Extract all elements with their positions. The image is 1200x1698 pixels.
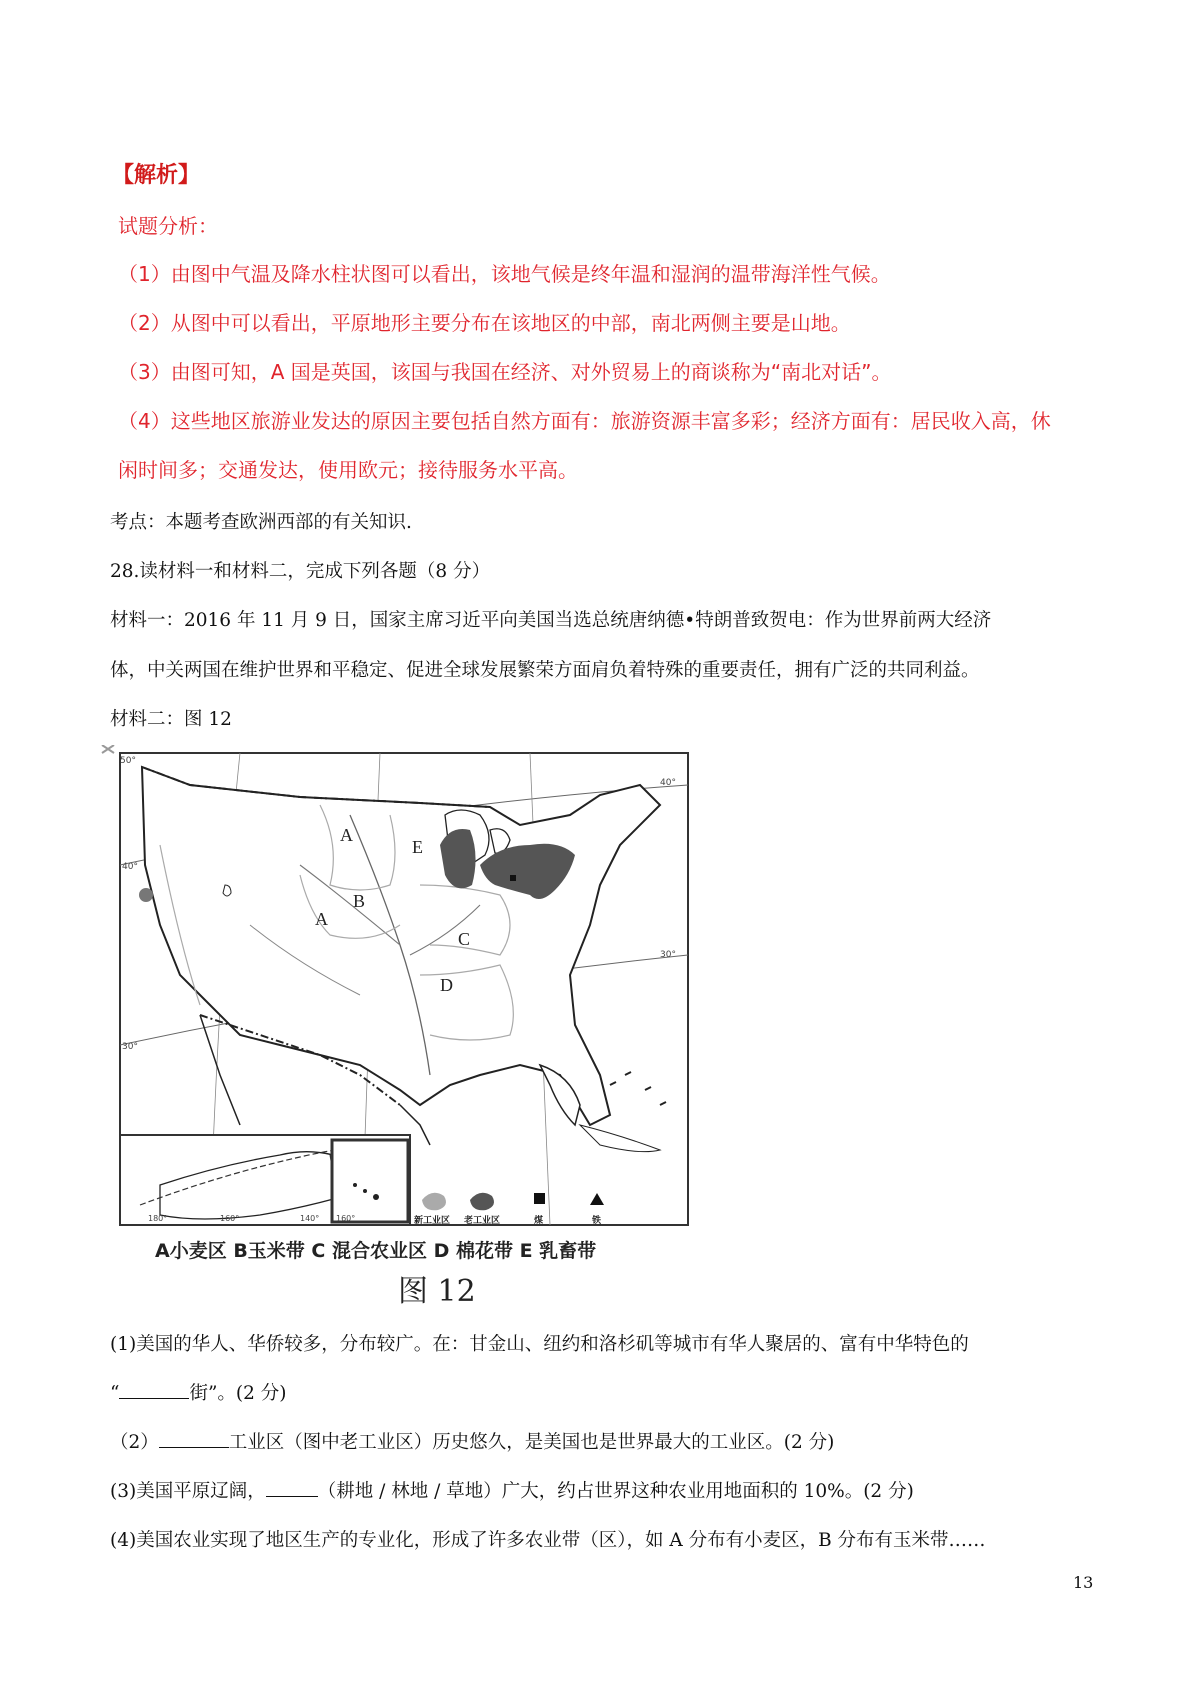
legend-coal: 煤	[534, 1216, 544, 1226]
map-label-b: B	[353, 891, 366, 911]
inset-lon-160: 160°	[220, 1214, 240, 1223]
q1-line-1: (1)美国的华人、华侨较多，分布较广。在：甘金山、纽约和洛杉矶等城市有华人聚居的、富有中华特色的	[110, 1334, 969, 1355]
map-label-a-south: A	[315, 909, 328, 929]
q3-answer-blank[interactable]	[266, 1480, 318, 1497]
material-1-line-1: 材料一：2016 年 11 月 9 日，国家主席习近平向美国当选总统唐纳德•特朗普致贺电：作为世界前两大经济	[110, 610, 992, 631]
kaodian: 考点：本题考查欧洲西部的有关知识.	[110, 512, 412, 533]
inset-lon-180: 180°	[148, 1214, 168, 1223]
page-number: 13	[1073, 1573, 1094, 1592]
inset-lon-140: 140°	[300, 1214, 320, 1223]
q2-suffix: 工业区（图中老工业区）历史悠久，是美国也是世界最大的工业区。(2 分)	[228, 1432, 835, 1453]
analysis-line-4: （4）这些地区旅游业发达的原因主要包括自然方面有：旅游资源丰富多彩；经济方面有：居民收入高，休	[118, 409, 1051, 433]
lat-label-30w: 30°	[122, 1042, 138, 1052]
legend-iron: 铁	[592, 1216, 602, 1226]
legend-new-industrial: 新工业区	[414, 1216, 451, 1226]
lat-label-30e: 30°	[660, 950, 676, 960]
q2-line	[110, 1428, 834, 1454]
q1-line-2	[110, 1379, 287, 1405]
map-label-c: C	[458, 929, 471, 949]
map-caption: A小麦区 B玉米带 C 混合农业区 D 棉花带 E 乳畜带	[155, 1240, 597, 1262]
lat-label-40w: 40°	[122, 862, 138, 872]
map-label-e: E	[412, 837, 423, 857]
analysis-line-3: （3）由图可知，A 国是英国，该国与我国在经济、对外贸易上的商谈称为“南北对话”。	[118, 360, 892, 384]
q1-open-quote: “	[110, 1383, 120, 1404]
q3-line	[110, 1477, 914, 1503]
analysis-line-2: （2）从图中可以看出，平原地形主要分布在该地区的中部，南北两侧主要是山地。	[118, 311, 851, 335]
q4-line: (4)美国农业实现了地区生产的专业化，形成了许多农业带（区），如 A 分布有小麦区，B 分布有玉米带……	[110, 1530, 986, 1551]
figure-title: 图 12	[398, 1274, 476, 1309]
q1-answer-blank[interactable]	[119, 1382, 189, 1399]
map-label-a-north: A	[340, 825, 353, 845]
q1-suffix: 街”。(2 分)	[189, 1383, 287, 1404]
analysis-heading: 【解析】	[112, 163, 201, 188]
analysis-line-1: （1）由图中气温及降水柱状图可以看出，该地气候是终年温和湿润的温带海洋性气候。	[118, 262, 891, 286]
lat-label-40e: 40°	[660, 778, 676, 788]
q2-answer-blank[interactable]	[159, 1431, 229, 1448]
map-label-d: D	[440, 975, 453, 995]
coal-symbol	[534, 1193, 545, 1204]
q3-prefix: (3)美国平原辽阔，	[110, 1481, 266, 1502]
analysis-line-5: 闲时间多；交通发达，使用欧元；接待服务水平高。	[118, 458, 578, 482]
question-title: 28.读材料一和材料二，完成下列各题（8 分）	[110, 561, 491, 582]
lat-label-50w: 50°	[120, 756, 136, 766]
inset-lon-160-hawaii: 160°	[336, 1214, 356, 1223]
material-2: 材料二：图 12	[110, 709, 232, 730]
q3-suffix: （耕地 / 林地 / 草地）广大，约占世界这种农业用地面积的 10%。(2 分)	[317, 1481, 914, 1502]
us-map	[100, 745, 696, 1235]
legend-old-industrial: 老工业区	[464, 1216, 501, 1226]
analysis-subheading: 试题分析：	[118, 214, 218, 238]
material-1-line-2: 体，中关两国在维护世界和平稳定、促进全球发展繁荣方面肩负着特殊的重要责任，拥有广泛的共同利益。	[110, 660, 980, 681]
us-map-figure	[100, 745, 696, 1303]
q2-prefix: （2）	[110, 1432, 159, 1453]
